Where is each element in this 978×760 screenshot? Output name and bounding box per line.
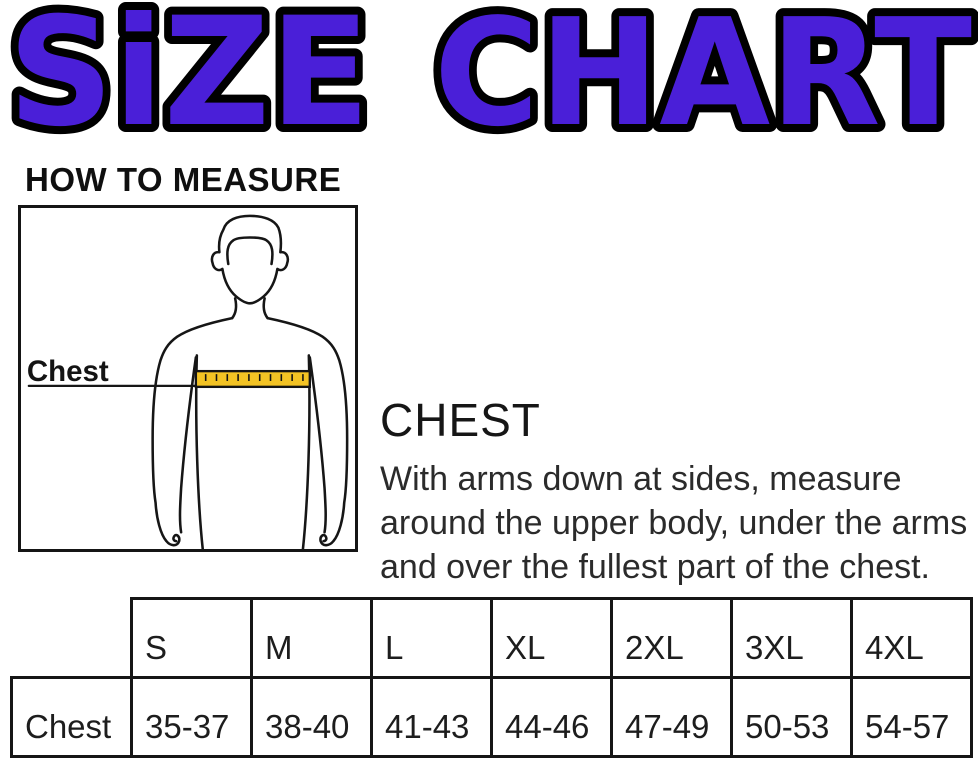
torso-measure-illustration (21, 208, 355, 549)
figure-neck-left (232, 298, 236, 318)
size-col-header: L (372, 599, 492, 678)
figure-inner-arm-right (310, 357, 326, 532)
title-word-size: SiZE (8, 0, 370, 152)
how-to-measure-heading: HOW TO MEASURE (25, 161, 342, 198)
chest-figure-label: Chest (26, 354, 109, 388)
size-value-cell: 41-43 (372, 678, 492, 757)
size-value-cell: 38-40 (252, 678, 372, 757)
chest-instruction-heading: CHEST (380, 394, 541, 446)
size-row-label: Chest (12, 678, 132, 757)
measure-figure-box (18, 205, 358, 552)
figure-head-outline (212, 216, 288, 303)
size-chart-title (0, 0, 978, 152)
size-value-cell: 54-57 (852, 678, 972, 757)
figure-arm-left (153, 318, 233, 545)
size-value-cell: 44-46 (492, 678, 612, 757)
figure-neck-right (264, 298, 268, 318)
size-table-chest-row (12, 678, 972, 757)
size-value-cell: 47-49 (612, 678, 732, 757)
size-value-cell: 35-37 (132, 678, 252, 757)
size-col-header: 3XL (732, 599, 852, 678)
size-table-header-row (12, 599, 972, 678)
size-col-header: XL (492, 599, 612, 678)
size-table (10, 597, 973, 758)
instruction-line: around the upper body, under the arms (380, 504, 968, 542)
instruction-line: With arms down at sides, measure (380, 460, 902, 498)
size-col-header: S (132, 599, 252, 678)
size-col-header: 2XL (612, 599, 732, 678)
figure-inner-arm-left (180, 357, 196, 532)
size-table-empty-corner (12, 599, 132, 678)
instruction-line: and over the fullest part of the chest. (380, 548, 930, 586)
size-col-header: M (252, 599, 372, 678)
size-value-cell: 50-53 (732, 678, 852, 757)
figure-hairline (227, 237, 272, 264)
chest-instruction-text (380, 457, 967, 589)
size-col-header: 4XL (852, 599, 972, 678)
title-word-chart: CHART (434, 0, 973, 152)
